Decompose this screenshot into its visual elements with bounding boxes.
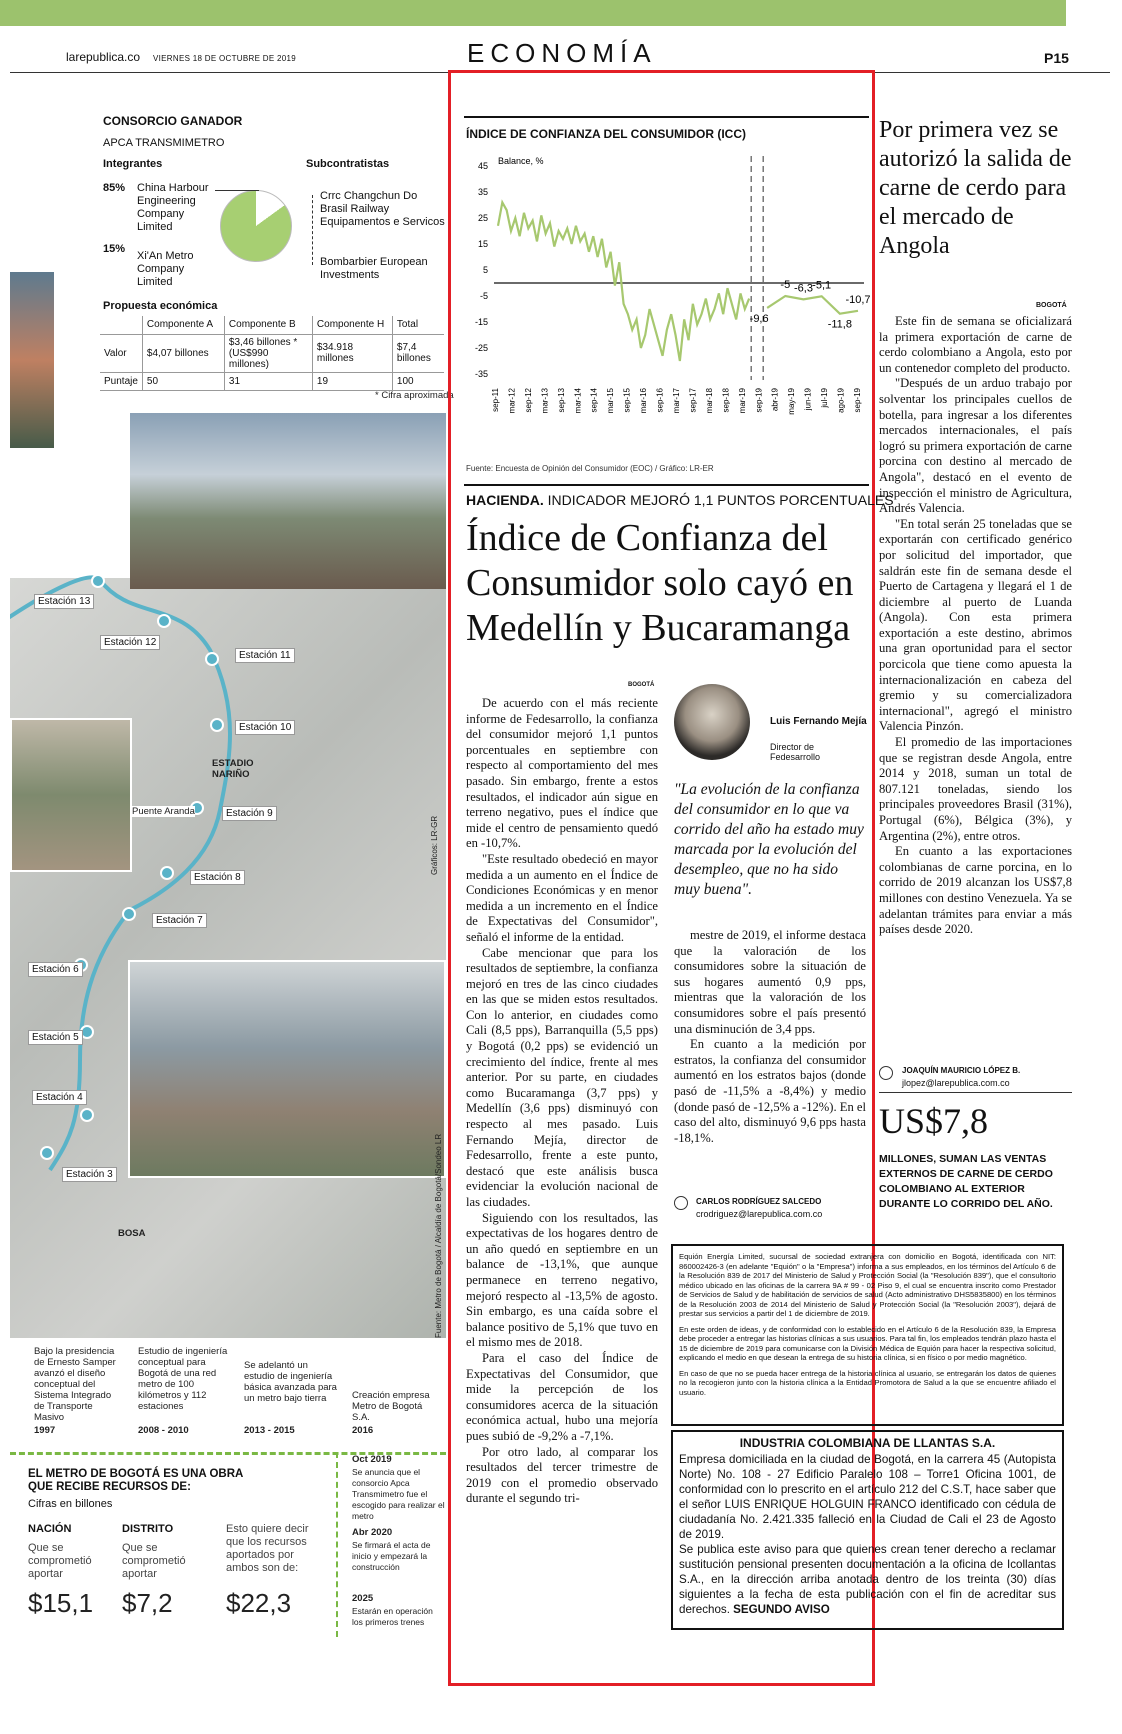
timeline-year: 1997 <box>34 1425 56 1436</box>
notice-text: Se publica este aviso para que quienes crean tener derecho a reclamar sustitución pensional presenten documentación a la oficina de Icollantas S.A., en la dirección arriba anotada dentro de los treinta (30) días siguientes a la fecha de esta publicación con el fin de acreditar sus derechos. <box>679 1543 1056 1616</box>
consortium-title: CONSORCIO GANADOR <box>103 114 243 128</box>
article-column-1 <box>466 696 658 1682</box>
station-label: Estación 7 <box>152 913 207 928</box>
side-article-body <box>879 314 1072 1076</box>
x-tick-label: mar-18 <box>704 388 714 414</box>
x-tick-label: sep-15 <box>622 388 632 413</box>
table-row <box>100 334 444 372</box>
table-header-row <box>100 316 444 334</box>
station-label: Estación 3 <box>62 1167 117 1182</box>
nacion-value: $15,1 <box>28 1588 94 1618</box>
article-kicker <box>466 492 894 508</box>
table-cell: Puntaje <box>100 372 142 390</box>
paragraph: Para el caso del Índice de Expectativas del Consumidor, que mide la percepción de los consumidores acerca de la situación económica actual, hubo una mejoría pues subió de -9,2% a -7,1%. <box>466 1350 658 1443</box>
person-role: Director de Fedesarrollo <box>770 742 821 762</box>
y-tick-label: 25 <box>477 213 488 223</box>
station-dot[interactable] <box>91 574 105 588</box>
table-cell: Valor <box>100 334 142 372</box>
station-label: Estación 13 <box>34 594 94 609</box>
distrito-value: $7,2 <box>122 1588 173 1618</box>
table-header-cell: Componente A <box>142 316 224 334</box>
station-dot[interactable] <box>160 866 174 880</box>
x-tick-label: ago-19 <box>836 388 846 413</box>
person-name: Luis Fernando Mejía <box>770 716 867 727</box>
y-tick-label: -25 <box>474 343 488 353</box>
article-place: BOGOTÁ <box>628 682 655 688</box>
notice-paragraph: Empresa domiciliada en la ciudad de Bogotá, en la carrera 45 (Autopista Norte) No. 108 - 27 Edificio Paralelo 108 – Torre1 Oficina 1001, de conformidad con lo prescrito en el artículo 212 del C.S.T, hace saber que el señor LUIS ENRIQUE HOLGUIN FRANCO identificado con cédula de ciudadanía No. 2.421.335 falleció en la Ciudad de Cali el 23 de Agosto de 2019. <box>679 1453 1056 1541</box>
map-source: Fuente: Metro de Bogotá / Alcaldía de Bogotá/Sondeo LR <box>434 1133 443 1338</box>
data-label: -11,8 <box>827 318 852 331</box>
table-header-cell: Componente B <box>224 316 312 334</box>
data-label: -6,3 <box>794 282 813 295</box>
x-tick-label: mar-17 <box>672 388 681 414</box>
station-dot[interactable] <box>80 1108 94 1122</box>
paragraph: Por otro lado, al comparar los resultados del tercer trimestre de 2019 con el promedio observado durante el segundo tri- <box>466 1444 658 1506</box>
history-series <box>498 202 749 361</box>
side-author: JOAQUÍN MAURICIO LÓPEZ B. <box>902 1066 1021 1075</box>
distrito-text: Que se comprometió aportar <box>122 1542 186 1580</box>
y-tick-label: -35 <box>474 369 488 379</box>
future-date: Abr 2020 <box>352 1527 393 1538</box>
station-dot[interactable] <box>210 718 224 732</box>
y-tick-label: 15 <box>477 239 488 249</box>
pie-connector <box>215 190 259 191</box>
subcontractor-1: Crrc Changchun Do Brasil Railway Equipamentos e Servicos <box>320 190 445 228</box>
resources-title: EL METRO DE BOGOTÁ ES UNA OBRA QUE RECIBE RECURSOS DE: <box>28 1468 243 1493</box>
member1-share: 85% <box>103 182 126 194</box>
timeline-year: 2016 <box>352 1425 374 1436</box>
article-headline: Índice de Confianza del Consumidor solo cayó en Medellín y Bucaramanga <box>466 517 854 649</box>
y-tick-label: 5 <box>482 265 488 275</box>
chart-title: ÍNDICE DE CONFIANZA DEL CONSUMIDOR (ICC) <box>466 127 746 141</box>
timeline-text: Se adelantó un estudio de ingeniería básica avanzada para un metro bajo tierra <box>244 1360 337 1404</box>
total-text: Esto quiere decir que los recursos aportados por ambos son de: <box>226 1523 309 1574</box>
figure-caption: MILLONES, SUMAN LAS VENTAS EXTERNOS DE CARNE DE CERDO COLOMBIANO AL EXTERIOR DURANTE LO CORRIDO DEL AÑO. <box>879 1153 1053 1210</box>
x-tick-label: sep-13 <box>556 388 566 413</box>
chart-source: Fuente: Encuesta de Opinión del Consumidor (EOC) / Gráfico: LR-ER <box>466 464 714 473</box>
article-author-email[interactable]: crodriguez@larepublica.com.co <box>696 1209 823 1219</box>
paragraph: De acuerdo con el más reciente informe de Fedesarrollo, la confianza del consumidor mejoró 1,1 puntos porcentuales en septiembre con respecto al comportamiento del mes pasado. Sin embargo, frente a estos resultados, el indicador aún sigue en terreno negativo, pues el índice que mide el centro de pensamiento quedó en -10,7%. <box>466 696 658 851</box>
email-icon <box>879 1066 893 1080</box>
table-cell: $34.918 millones <box>312 334 392 372</box>
paragraph: Este fin de semana se oficializará la primera exportación de carne de cerdo colombiano a Angola, esto por un contenedor completo del producto. <box>879 314 1072 375</box>
station-label: Estación 12 <box>100 635 160 650</box>
side-photo <box>10 272 54 448</box>
x-tick-label: mar-13 <box>540 388 550 414</box>
section-title: ECONOMÍA <box>467 38 657 68</box>
y-axis-label: Balance, % <box>498 156 544 166</box>
x-tick-label: sep-11 <box>491 388 500 412</box>
data-label: -5 <box>780 279 791 291</box>
x-tick-label: mar-15 <box>606 388 616 414</box>
map-label: BOSA <box>118 1228 146 1239</box>
station-label: Estación 11 <box>235 648 295 663</box>
side-author-email[interactable]: jlopez@larepublica.com.co <box>902 1078 1010 1088</box>
paragraph: "Después de un arduo trabajo por solventar los principales cuellos de botella, para ingresar a los diferentes mercados internacionales, el país logró su primera exportación de carne porcina con destino al mercado de Angola", destacó en el evento de inspección el ministro de Agricultura, Andrés Valencia. <box>879 376 1072 516</box>
future-line <box>336 1452 338 1637</box>
proposal-table <box>100 316 444 391</box>
notice-title: INDUSTRIA COLOMBIANA DE LLANTAS S.A. <box>739 1436 996 1450</box>
kicker-bold: HACIENDA. <box>466 492 544 508</box>
station-label: Estación 9 <box>222 806 277 821</box>
table-cell: $4,07 billones <box>142 334 224 372</box>
page-number: P15 <box>1044 50 1069 66</box>
station-dot[interactable] <box>205 652 219 666</box>
station-label: Estación 10 <box>235 720 295 735</box>
subcontractors-label: Subcontratistas <box>306 158 390 170</box>
legal-notice-equion <box>671 1244 1064 1426</box>
x-tick-label: sep-19 <box>754 388 764 413</box>
paragraph: mestre de 2019, el informe destaca que la valoración de los consumidores sobre la situación de sus hogares aumentó 0,9 pps, mientras que la valoración de los consumidores sobre el país presentó una disminución de 3,4 pps. <box>674 928 866 1036</box>
timeline-text: Bajo la presidencia de Ernesto Samper avanzó el diseño conceptual del Sistema Integrado de Transporte Masivo <box>34 1346 116 1423</box>
nacion-text: Que se comprometió aportar <box>28 1542 92 1580</box>
data-label: -5,1 <box>812 279 832 292</box>
timeline-year: 2013 - 2015 <box>244 1425 295 1436</box>
x-tick-label: sep-14 <box>589 388 599 413</box>
future-text: Se firmará el acta de inicio y empezará la construcción <box>352 1540 431 1572</box>
notice-tag: SEGUNDO AVISO <box>733 1603 830 1616</box>
x-tick-label: mar-14 <box>573 388 583 414</box>
notice-paragraph: En caso de que no se pueda hacer entrega de la historia clínica al usuario, se entregarán los datos de quienes no la recogieron junto con la historia clínica a la Entidad Promotora de Salud a la que se encuentre afiliado el usuario. <box>679 1368 1056 1397</box>
y-tick-label: 35 <box>477 187 488 197</box>
table-row <box>100 372 444 390</box>
timeline-text: Creación empresa Metro de Bogotá S.A. <box>352 1390 430 1423</box>
notice-paragraph <box>679 1542 1056 1617</box>
article-quote: "La evolución de la confianza del consumidor en lo que va corrido del año ha estado muy marcada por la evolución del desempleo, que no ha sido muy buena". <box>674 781 864 898</box>
paragraph: El promedio de las importaciones que se registran desde Angola, entre 2014 y 2018, suman un total de 807.121 toneladas, siendo los principales proveedores Brasil (31%), Portugal (6%), Bélgica (3%), y Argentina (2%), entre otros. <box>879 735 1072 843</box>
map-label: ESTADIO NARIÑO <box>212 758 254 780</box>
x-tick-label: sep-18 <box>721 388 731 413</box>
x-tick-label: mar-12 <box>507 388 517 414</box>
notice-paragraph: Equión Energía Limited, sucursal de sociedad extranjera con domicilio en Bogotá, identificada con NIT: 860002426-3 (en adelante "Equión" o la "Empresa") informa a sus empleados, en los términos del Artículo 6 de la Resolución 839 de 2017 del Ministerio de Salud y Protección Social (la "Resolución 839"), que el consultorio médico ubicado en las oficinas de la carrera 9A # 99 - 02 Piso 9, el cual se encuentra inscrito como Prestador de Servicios de Salud y de habilitación de servicios de salud (Acto administrativo DHS5835800) en los términos de la Resolución 2003 de 2014 del Ministerio de Salud y Protección Social (la "Resolución 2003"), dejará de prestar sus servicios a partir del 1 de diciembre de 2019. <box>679 1252 1056 1318</box>
chart-top-rule <box>464 116 869 118</box>
map-label: Puente Aranda <box>132 806 195 817</box>
x-tick-label: sep-19 <box>853 388 862 413</box>
total-value: $22,3 <box>226 1588 292 1618</box>
paragraph: "Este resultado obedeció en mayor medida a un aumento en el Índice de Condiciones Económicas y en menor medida a un incremento en el Índice de Expectativas del Consumidor", señaló el informe de la entidad. <box>466 851 658 944</box>
table-cell: $7,4 billones <box>392 334 444 372</box>
paragraph: Siguiendo con los resultados, las expectativas de los hogares dentro de un año quedó en septiembre en un balance de -13,1%, que aunque permanece en terreno negativo, mejoró respecto al -13,5% de agosto. Sin embargo, es una caída sobre el balance positivo de 5,1% que tuvo en el mismo mes de 2018. <box>466 1210 658 1350</box>
resources-unit: Cifras en billones <box>28 1498 113 1510</box>
station-dot[interactable] <box>40 1146 54 1160</box>
proposal-label: Propuesta económica <box>103 300 218 312</box>
consortium-subtitle: APCA TRANSMIMETRO <box>103 137 225 149</box>
icc-chart <box>464 148 874 460</box>
table-cell: 31 <box>224 372 312 390</box>
x-tick-label: sep-12 <box>523 388 533 413</box>
x-tick-label: abr-19 <box>770 388 780 412</box>
legal-notice-icollantas <box>671 1430 1064 1630</box>
data-label: -9,6 <box>749 312 769 325</box>
paragraph: En cuanto a la medición por estratos, la confianza del consumidor aumentó en los estratos bajos (donde pasó de -11,5% a -8,4%) y medio (donde pasó de -12,5% a -12%). En el caso del alto, disminuyó 9,6 pps hasta -18,1%. <box>674 1037 866 1145</box>
data-label: -10,7 <box>845 293 871 306</box>
kicker-rule <box>464 484 869 486</box>
future-date: Oct 2019 <box>352 1454 392 1465</box>
table-cell: 19 <box>312 372 392 390</box>
author-photo <box>674 684 750 760</box>
article-author: CARLOS RODRÍGUEZ SALCEDO <box>696 1197 822 1206</box>
station-dot[interactable] <box>122 907 136 921</box>
side-place: BOGOTÁ <box>1036 302 1067 309</box>
site-name[interactable]: larepublica.co <box>66 50 141 64</box>
station-label: Estación 6 <box>28 962 83 977</box>
station-label: Estación 8 <box>190 870 245 885</box>
member2-share: 15% <box>103 243 126 255</box>
table-cell: $3,46 billones * (US$990 millones) <box>224 334 312 372</box>
timeline-year: 2008 - 2010 <box>138 1425 189 1436</box>
x-tick-label: jul-19 <box>820 388 830 408</box>
side-headline: Por primera vez se autorizó la salida de carne de cerdo para el mercado de Angola <box>879 117 1072 259</box>
top-color-band <box>0 0 1066 26</box>
table-cell: 50 <box>142 372 224 390</box>
table-header-cell: Componente H <box>312 316 392 334</box>
station-dot[interactable] <box>157 614 171 628</box>
table-footnote: * Cifra aproximada <box>375 390 454 401</box>
paragraph: "En total serán 25 toneladas que se exportarán con certificado genérico por solicitud del importador, que saldrán este fin de semana desde el Puerto de Cartagena y llegará el 1 de diciembre al puerto de Luanda (Angola). Con esta primera exportación a este destino, abrimos una gran oportunidad para el sector porcicola que tiene como apuesta la internacionalización en cabeza del gremio y su comercializadora internacional", agregó el ministro Valencia Pinzón. <box>879 516 1072 734</box>
future-date: 2025 <box>352 1593 374 1604</box>
future-text: Estarán en operación los primeros trenes <box>352 1606 433 1627</box>
article-column-2 <box>674 928 866 1190</box>
paragraph: En cuanto a las exportaciones colombianas de carne porcina, en lo corrido de 2019 alcanzan los US$7,8 millones con destino Venezuela. Ya se adelantan trámites para enviar a más países desde 2020. <box>879 844 1072 937</box>
email-icon <box>674 1196 688 1210</box>
x-tick-label: jun-19 <box>803 388 813 411</box>
subcontractor-2: Bombarbier European Investments <box>320 256 428 281</box>
kicker-text: INDICADOR MEJORÓ 1,1 PUNTOS PORCENTUALES <box>547 492 894 508</box>
y-tick-label: -5 <box>479 291 488 301</box>
y-tick-label: 45 <box>477 161 488 171</box>
graphic-credit: Gráficos: LR-GR <box>430 815 439 875</box>
notice-paragraph: En este orden de ideas, y de conformidad con lo establecido en el Artículo 6 de la Resolución 839, la Empresa debe proceder a entregar las historias clínicas a sus usuarios. Para tal fin, los empleados tendrán plazo hasta el 15 de diciembre de 2019 para comunicarse con la División Médica de Equión para hacer la respectiva solicitud, explicando el medio en que desean la entrega de su historia clínica, si en físico o por medio magnético. <box>679 1324 1056 1362</box>
paragraph: Cabe mencionar que para los resultados de septiembre, la confianza mejoró en tres de las cinco ciudades en las que se miden estos resultados. Con lo anterior, en ciudades como Cali (8,5 pps), Barranquilla (5,5 pps) y Bogotá (0,2 pps) se evidenció un crecimiento del índice, frente al mes anterior. Por su parte, en ciudades como Bucaramanga (3,7 pps) y Medellín (3,6 pps) disminuyó con respecto al mes pasado. Luis Fernando Mejía, director de Fedesarrollo, frente a este punto, destacó que este análisis busca evidenciar la evolución nacional de las ciudades. <box>466 945 658 1209</box>
distrito-label: DISTRITO <box>122 1523 174 1535</box>
table-header-cell: Total <box>392 316 444 334</box>
issue-date: VIERNES 18 DE OCTUBRE DE 2019 <box>153 54 296 63</box>
station-label: Estación 4 <box>32 1090 87 1105</box>
x-tick-label: sep-16 <box>655 388 665 413</box>
y-tick-label: -15 <box>474 317 488 327</box>
big-figure: US$7,8 <box>879 1101 989 1141</box>
recent-series <box>767 296 858 314</box>
members-label: Integrantes <box>103 158 163 170</box>
table-cell: 100 <box>392 372 444 390</box>
future-text: Se anuncia que el consorcio Apca Transmimetro fue el escogido para realizar el metro <box>352 1467 445 1521</box>
ownership-pie <box>220 190 292 262</box>
sub-connector <box>312 195 313 265</box>
x-tick-label: sep-17 <box>688 388 698 413</box>
timeline-text: Estudio de ingeniería conceptual para Bogotá de una red metro de 100 kilómetros y 112 estaciones <box>138 1346 228 1412</box>
table-header-cell <box>100 316 142 334</box>
nacion-label: NACIÓN <box>28 1523 72 1535</box>
station-label: Estación 5 <box>28 1030 83 1045</box>
x-tick-label: may-19 <box>787 388 797 415</box>
x-tick-label: mar-19 <box>737 388 747 414</box>
divider <box>879 1092 1072 1093</box>
member1-name: China Harbour Engineering Company Limited <box>137 182 209 233</box>
member2-name: Xi'An Metro Company Limited <box>137 250 194 288</box>
x-tick-label: mar-16 <box>639 388 649 414</box>
